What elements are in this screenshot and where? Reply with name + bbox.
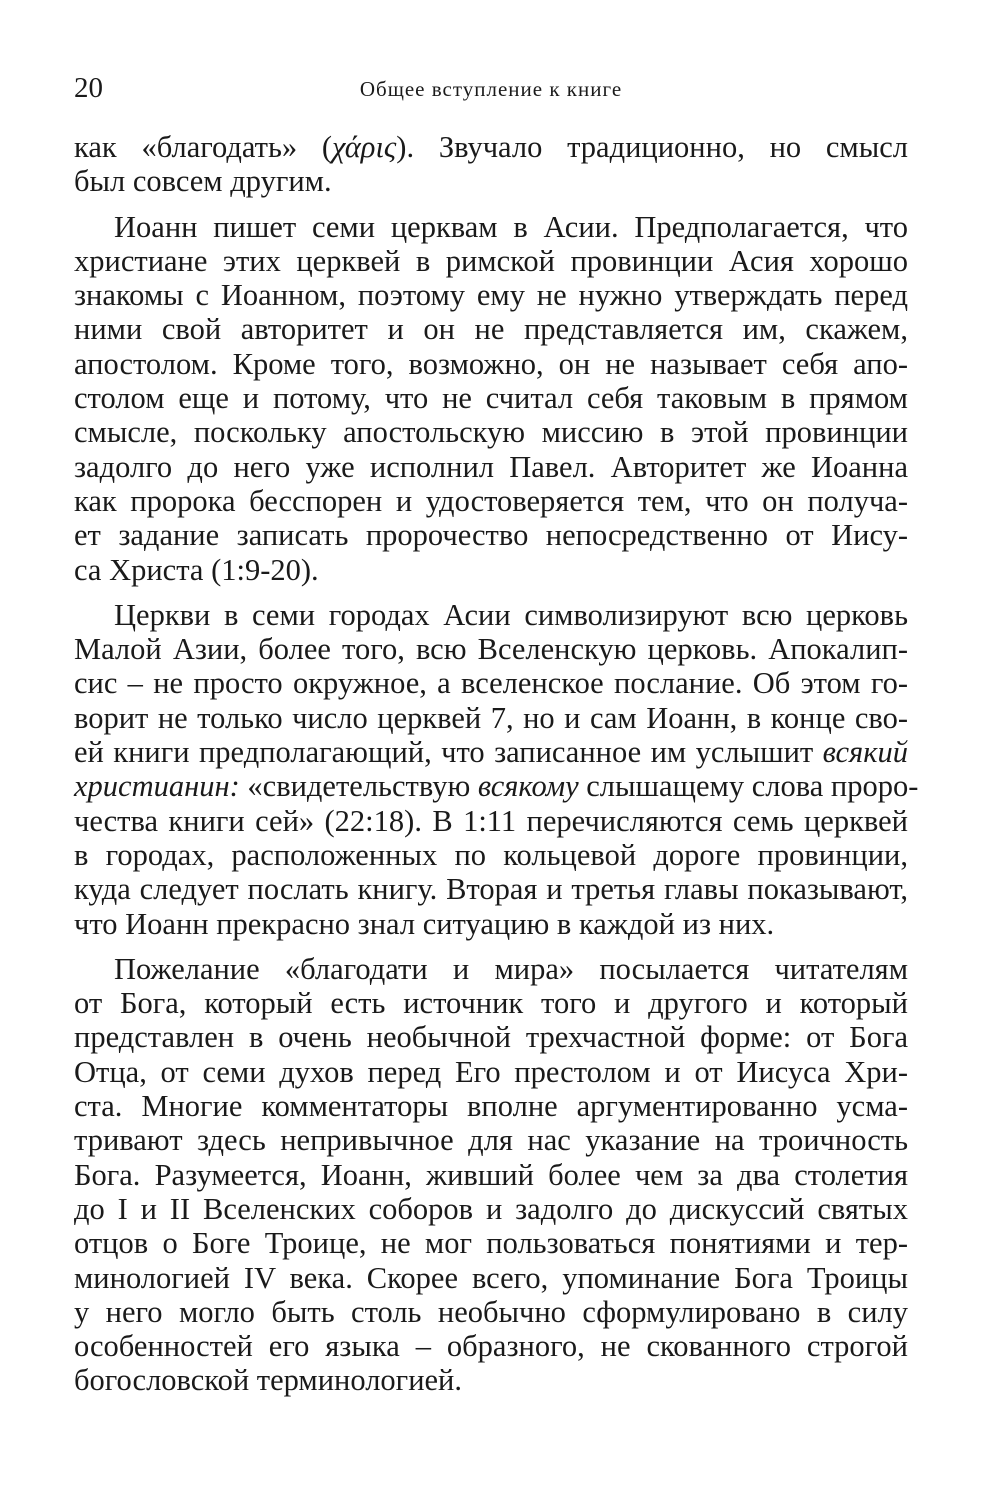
paragraph <box>74 130 908 199</box>
text-run: как пророка бесспорен и удостоверяется тем, что он получа- <box>74 483 908 518</box>
text-run: Пожелание «благодати и мира» посылается читателям <box>114 951 908 986</box>
text-line <box>74 1020 908 1054</box>
text-line <box>74 518 908 552</box>
text-run: задолго до него уже исполнил Павел. Авторитет же Иоанна <box>74 449 908 484</box>
text-line <box>74 872 908 906</box>
text-run: апостолом. Кроме того, возможно, он не называет себя апо- <box>74 346 908 381</box>
text-line <box>74 1261 908 1295</box>
running-head-title: Общее вступление к книге <box>359 77 623 101</box>
text-line <box>74 450 908 484</box>
text-run: представлен в очень необычной трехчастной форме: от Бога <box>74 1020 908 1055</box>
italic-text: всякому <box>477 769 579 804</box>
text-run: Отца, от семи духов перед Его престолом и от Иисуса Хри- <box>74 1054 908 1089</box>
text-line <box>74 1329 908 1363</box>
text-run: до I и II Вселенских соборов и задолго до дискуссий святых <box>74 1191 908 1226</box>
text-run: «свидетельствую <box>239 769 478 804</box>
text-line <box>74 632 908 666</box>
text-run: в городах, расположенных по кольцевой дороге провинции, <box>74 837 908 872</box>
text-run: как «благодать» ( <box>74 130 333 164</box>
text-line <box>74 278 908 312</box>
text-run: са Христа (1:9-20). <box>74 552 319 587</box>
text-run: чества книги сей» (22:18). В 1:11 перечисляются семь церквей <box>74 803 908 838</box>
text-line <box>74 244 908 278</box>
text-run: тривают здесь непривычное для нас указание на троичность <box>74 1123 908 1158</box>
text-line <box>74 1089 908 1123</box>
text-line <box>74 130 908 164</box>
text-line <box>74 804 908 838</box>
text-run: Иоанн пишет семи церквам в Асии. Предполагается, что <box>114 209 908 244</box>
text-line <box>74 986 908 1020</box>
text-line <box>74 347 908 381</box>
text-line <box>74 381 908 415</box>
text-run: минологией IV века. Скорее всего, упоминание Бога Троицы <box>74 1260 908 1295</box>
text-run: ворит не только число церквей 7, но и сам Иоанн, в конце сво- <box>74 700 908 735</box>
text-line <box>74 907 908 941</box>
text-run: ей книги предполагающий, что записанное им услышит <box>74 735 823 770</box>
text-run: христиане этих церквей в римской провинции Асия хорошо <box>74 243 908 278</box>
text-line <box>74 952 908 986</box>
text-run: знакомы с Иоанном, поэтому ему не нужно утверждать перед <box>74 278 908 313</box>
italic-text: χάρις <box>332 130 397 164</box>
text-run: от Бога, который есть источник того и другого и который <box>74 986 908 1021</box>
text-run: куда следует послать книгу. Вторая и третья главы показывают, <box>74 872 908 907</box>
text-line <box>74 210 908 244</box>
text-run: Бога. Разумеется, Иоанн, живший более чем за два столетия <box>74 1157 908 1192</box>
text-line <box>74 1226 908 1260</box>
page-number: 20 <box>74 72 103 104</box>
text-line <box>74 1055 908 1089</box>
text-run: сис – не просто окружное, а вселенское послание. Об этом го- <box>74 666 908 701</box>
text-run: богословской терминологией. <box>74 1363 462 1398</box>
text-line <box>74 553 908 587</box>
paragraph-gap <box>74 199 908 210</box>
paragraph <box>74 210 908 587</box>
text-line <box>74 701 908 735</box>
text-line <box>74 415 908 449</box>
text-run: смысле, поскольку апостольскую миссию в этой провинции <box>74 415 908 450</box>
text-line <box>74 1295 908 1329</box>
text-run: ). Звучало традиционно, но смысл <box>396 130 908 164</box>
text-run: ними свой авторитет и он не представляется им, скажем, <box>74 312 908 347</box>
text-line <box>74 598 908 632</box>
text-line <box>74 484 908 518</box>
paragraph <box>74 952 908 1398</box>
italic-text: всякий <box>822 735 908 770</box>
italic-text: христианин: <box>74 769 240 804</box>
body-text <box>74 130 919 1398</box>
text-line <box>74 1123 908 1157</box>
text-line <box>74 1363 908 1397</box>
text-run: отцов о Боге Троице, не мог пользоваться понятиями и тер- <box>74 1226 908 1261</box>
text-run: столом еще и потому, что не считал себя таковым в прямом <box>74 381 908 416</box>
text-run: ет задание записать пророчество непосредственно от Иису- <box>74 518 908 553</box>
text-run: ста. Многие комментаторы вполне аргументированно усма- <box>74 1089 908 1124</box>
text-line <box>74 1192 908 1226</box>
paragraph <box>74 597 919 941</box>
text-line <box>74 164 908 198</box>
text-line <box>74 1158 908 1192</box>
text-run: что Иоанн прекрасно знал ситуацию в каждой из них. <box>74 906 775 941</box>
text-run: Малой Азии, более того, всю Вселенскую церковь. Апокалип- <box>74 632 908 667</box>
paragraph-gap <box>74 587 908 598</box>
text-line <box>74 735 908 769</box>
text-run: особенностей его языка – образного, не скованного строгой <box>74 1329 908 1364</box>
text-run: слышащему слова проро- <box>578 769 919 804</box>
paragraph-gap <box>74 941 908 952</box>
text-line <box>74 312 908 346</box>
text-line <box>74 769 919 804</box>
text-run: Церкви в семи городах Асии символизируют всю церковь <box>114 597 908 632</box>
text-line <box>74 666 908 700</box>
text-line <box>74 838 908 872</box>
text-run: у него могло быть столь необычно сформулировано в силу <box>74 1294 908 1329</box>
text-run: был совсем другим. <box>74 164 332 199</box>
